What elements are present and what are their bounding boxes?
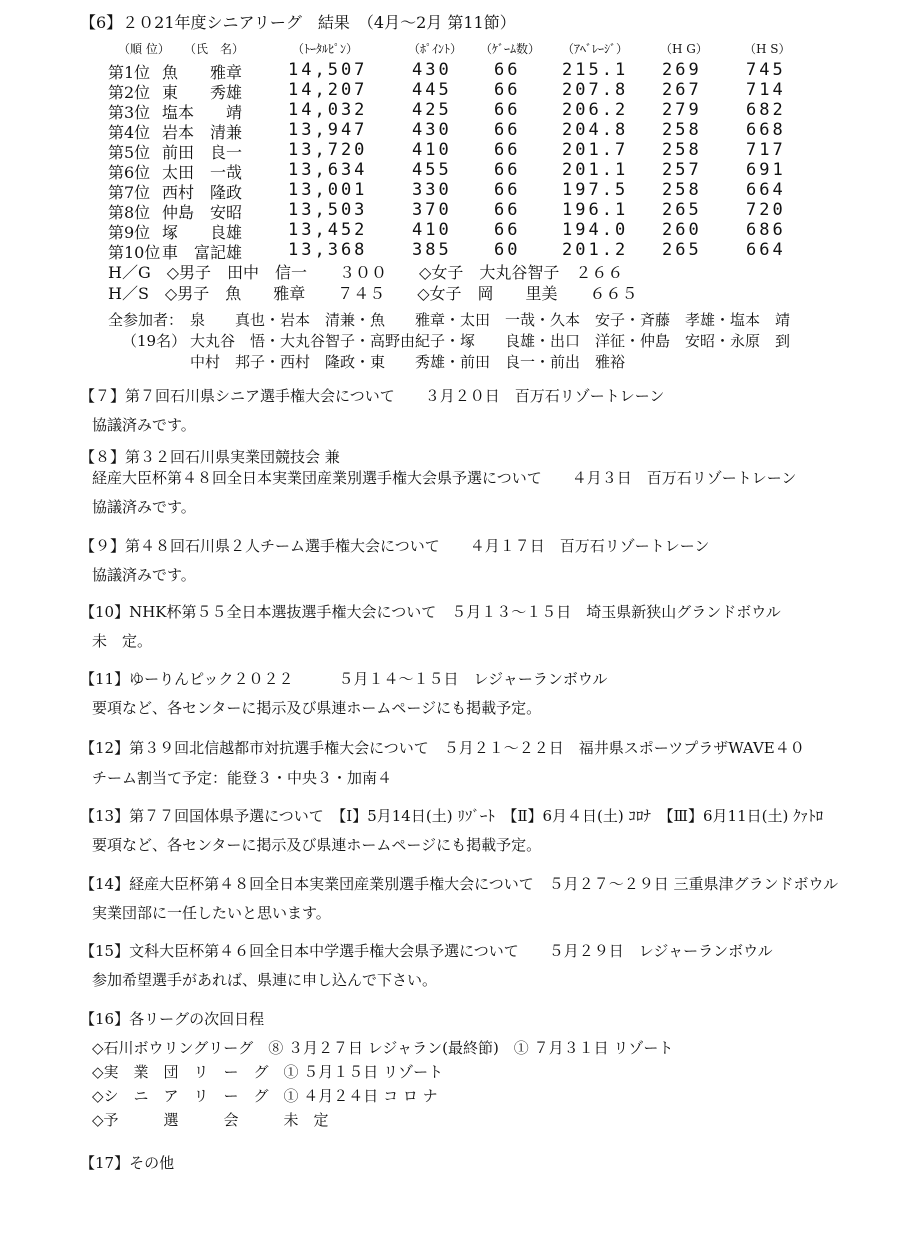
- average-cell: 201.7: [562, 140, 629, 160]
- col-hs-header: （H S）: [744, 42, 791, 56]
- average-cell: 204.8: [562, 120, 629, 140]
- games-cell: 66: [494, 140, 521, 160]
- total-cell: 13,368: [288, 240, 368, 260]
- section-9-heading: 【９】第４８回石川県２人チーム選手権大会について ４月１７日 百万石リゾートレーン: [80, 537, 710, 555]
- participants-label: 全参加者：: [108, 311, 184, 329]
- col-rank-header: （順 位）: [118, 42, 170, 56]
- name-cell: 岩本 清兼: [162, 123, 243, 142]
- table-row: [0, 80, 900, 100]
- points-cell: 425: [412, 100, 452, 120]
- games-cell: 66: [494, 120, 521, 140]
- total-cell: 13,503: [288, 200, 368, 220]
- hg-cell: 267: [662, 80, 702, 100]
- rank-cell: 第10位: [108, 243, 161, 262]
- table-row: [0, 220, 900, 240]
- games-cell: 66: [494, 80, 521, 100]
- table-row: [0, 200, 900, 220]
- section-17-heading: 【17】その他: [80, 1154, 175, 1172]
- hs-cell: 720: [746, 200, 786, 220]
- hs-cell: 668: [746, 120, 786, 140]
- average-cell: 215.1: [562, 60, 629, 80]
- section-12-heading: 【12】第３９回北信越都市対抗選手権大会について ５月２１～２２日 福井県スポーツプラザWAVE４０: [80, 739, 805, 757]
- rank-cell: 第3位: [108, 103, 151, 122]
- participants-line: 大丸谷 悟・大丸谷智子・高野由紀子・塚 良雄・出口 洋征・仲島 安昭・永原 到: [190, 332, 791, 350]
- col-hg-header: （H G）: [660, 42, 708, 56]
- table-row: [0, 160, 900, 180]
- hg-cell: 260: [662, 220, 702, 240]
- points-cell: 370: [412, 200, 452, 220]
- section-10-body: 未 定。: [92, 632, 153, 650]
- table-row: [0, 140, 900, 160]
- points-cell: 410: [412, 140, 452, 160]
- hg-cell: 279: [662, 100, 702, 120]
- points-cell: 385: [412, 240, 452, 260]
- hs-cell: 717: [746, 140, 786, 160]
- schedule-item: ◇石川ボウリングリーグ ⑧ ３月２７日 レジャラン(最終節) ① ７月３１日 リゾート: [92, 1039, 674, 1057]
- section-8-body: 協議済みです。: [92, 498, 196, 516]
- total-cell: 13,634: [288, 160, 368, 180]
- name-cell: 前田 良一: [162, 143, 243, 162]
- average-cell: 196.1: [562, 200, 629, 220]
- section-14-body: 実業団部に一任したいと思います。: [92, 904, 331, 922]
- points-cell: 430: [412, 120, 452, 140]
- points-cell: 445: [412, 80, 452, 100]
- section-14-heading: 【14】経産大臣杯第４８回全日本実業団産業別選手権大会について ５月２７～２９日 三重県津グランドボウル: [80, 875, 839, 893]
- average-cell: 201.2: [562, 240, 629, 260]
- schedule-item: ◇シ ニ ア リ ー グ ① ４月２４日 コ ロ ナ: [92, 1087, 438, 1105]
- average-cell: 197.5: [562, 180, 629, 200]
- col-average-header: （ｱﾍﾞﾚｰｼﾞ）: [562, 42, 629, 56]
- name-cell: 太田 一哉: [162, 163, 243, 182]
- high-series-line: H／S ◇男子 魚 雅章 ７４５ ◇女子 岡 里美 ６６５: [108, 284, 638, 303]
- name-cell: 仲島 安昭: [162, 203, 243, 222]
- section-15-heading: 【15】文科大臣杯第４６回全日本中学選手権大会県予選について ５月２９日 レジャーランボウル: [80, 942, 773, 960]
- name-cell: 東 秀雄: [162, 83, 243, 102]
- participants-line: 中村 邦子・西村 隆政・東 秀雄・前田 良一・前出 雅裕: [190, 353, 626, 371]
- col-total-header: （ﾄｰﾀﾙﾋﾟﾝ）: [292, 42, 359, 56]
- hs-cell: 664: [746, 240, 786, 260]
- name-cell: 塩本 靖: [162, 103, 243, 122]
- hs-cell: 691: [746, 160, 786, 180]
- games-cell: 66: [494, 100, 521, 120]
- section-13-body: 要項など、各センターに掲示及び県連ホームページにも掲載予定。: [92, 836, 542, 854]
- total-cell: 13,452: [288, 220, 368, 240]
- points-cell: 410: [412, 220, 452, 240]
- hg-cell: 258: [662, 140, 702, 160]
- games-cell: 66: [494, 160, 521, 180]
- hg-cell: 265: [662, 240, 702, 260]
- average-cell: 194.0: [562, 220, 629, 240]
- section-7-body: 協議済みです。: [92, 416, 196, 434]
- schedule-item: ◇予 選 会 未 定: [92, 1111, 329, 1129]
- name-cell: 塚 良雄: [162, 223, 243, 242]
- section-7-heading: 【７】第７回石川県シニア選手権大会について ３月２０日 百万石リゾートレーン: [80, 387, 665, 405]
- hg-cell: 258: [662, 180, 702, 200]
- name-cell: 西村 隆政: [162, 183, 243, 202]
- total-cell: 14,207: [288, 80, 368, 100]
- col-name-header: （氏 名）: [184, 42, 245, 56]
- total-cell: 13,001: [288, 180, 368, 200]
- hs-cell: 682: [746, 100, 786, 120]
- points-cell: 430: [412, 60, 452, 80]
- section-16-heading: 【16】各リーグの次回日程: [80, 1010, 265, 1028]
- section-15-body: 参加希望選手があれば、県連に申し込んで下さい。: [92, 971, 438, 989]
- total-cell: 13,720: [288, 140, 368, 160]
- hg-cell: 269: [662, 60, 702, 80]
- rank-cell: 第4位: [108, 123, 151, 142]
- games-cell: 66: [494, 200, 521, 220]
- rank-cell: 第9位: [108, 223, 151, 242]
- name-cell: 魚 雅章: [162, 63, 243, 82]
- section-6-heading: 【6】２０21年度シニアリーグ 結果 （4月～2月 第11節）: [80, 13, 516, 32]
- rank-cell: 第7位: [108, 183, 151, 202]
- games-cell: 66: [494, 180, 521, 200]
- section-12-body: チーム割当て予定：能登３・中央３・加南４: [92, 769, 393, 787]
- total-cell: 14,507: [288, 60, 368, 80]
- total-cell: 14,032: [288, 100, 368, 120]
- games-cell: 66: [494, 60, 521, 80]
- hs-cell: 714: [746, 80, 786, 100]
- hs-cell: 664: [746, 180, 786, 200]
- section-8-heading-pre: 【８】第３２回石川県実業団競技会 兼: [80, 448, 340, 466]
- rank-cell: 第6位: [108, 163, 151, 182]
- points-cell: 330: [412, 180, 452, 200]
- average-cell: 201.1: [562, 160, 629, 180]
- games-cell: 66: [494, 220, 521, 240]
- table-row: [0, 180, 900, 200]
- average-cell: 206.2: [562, 100, 629, 120]
- name-cell: 車 富記雄: [162, 243, 243, 262]
- col-games-header: （ｹﾞｰﾑ数）: [480, 42, 541, 56]
- col-points-header: （ﾎﾟｲﾝﾄ）: [408, 42, 463, 56]
- table-row: [0, 120, 900, 140]
- section-11-body: 要項など、各センターに掲示及び県連ホームページにも掲載予定。: [92, 699, 542, 717]
- section-8-heading: 経産大臣杯第４８回全日本実業団産業別選手権大会県予選について ４月３日 百万石リゾートレーン: [92, 469, 797, 487]
- hg-cell: 265: [662, 200, 702, 220]
- rank-cell: 第1位: [108, 63, 151, 82]
- participants-count: （19名）: [122, 332, 187, 350]
- hs-cell: 686: [746, 220, 786, 240]
- hs-cell: 745: [746, 60, 786, 80]
- points-cell: 455: [412, 160, 452, 180]
- section-13-heading: 【13】第７７回国体県予選について 【Ⅰ】5月14日(土) ﾘｿﾞｰﾄ 【Ⅱ】6月４日(土) ｺﾛﾅ 【Ⅲ】6月11日(土) ｸｧﾄﾛ: [80, 807, 824, 825]
- hg-cell: 258: [662, 120, 702, 140]
- participants-line: 泉 真也・岩本 清兼・魚 雅章・太田 一哉・久本 安子・斉藤 孝雄・塩本 靖: [190, 311, 791, 329]
- hg-cell: 257: [662, 160, 702, 180]
- high-game-line: H／G ◇男子 田中 信一 ３００ ◇女子 大丸谷智子 ２６６: [108, 263, 624, 282]
- rank-cell: 第8位: [108, 203, 151, 222]
- table-row: [0, 100, 900, 120]
- games-cell: 60: [494, 240, 521, 260]
- section-11-heading: 【11】ゆーりんピック２０２２ ５月１４～１５日 レジャーランボウル: [80, 670, 608, 688]
- total-cell: 13,947: [288, 120, 368, 140]
- table-row: [0, 240, 900, 260]
- rank-cell: 第5位: [108, 143, 151, 162]
- schedule-item: ◇実 業 団 リ ー グ ① ５月１５日 リゾート: [92, 1063, 444, 1081]
- section-9-body: 協議済みです。: [92, 566, 196, 584]
- average-cell: 207.8: [562, 80, 629, 100]
- section-10-heading: 【10】NHK杯第５５全日本選抜選手権大会について ５月１３～１５日 埼玉県新狭山グランドボウル: [80, 603, 781, 621]
- rank-cell: 第2位: [108, 83, 151, 102]
- table-row: [0, 60, 900, 80]
